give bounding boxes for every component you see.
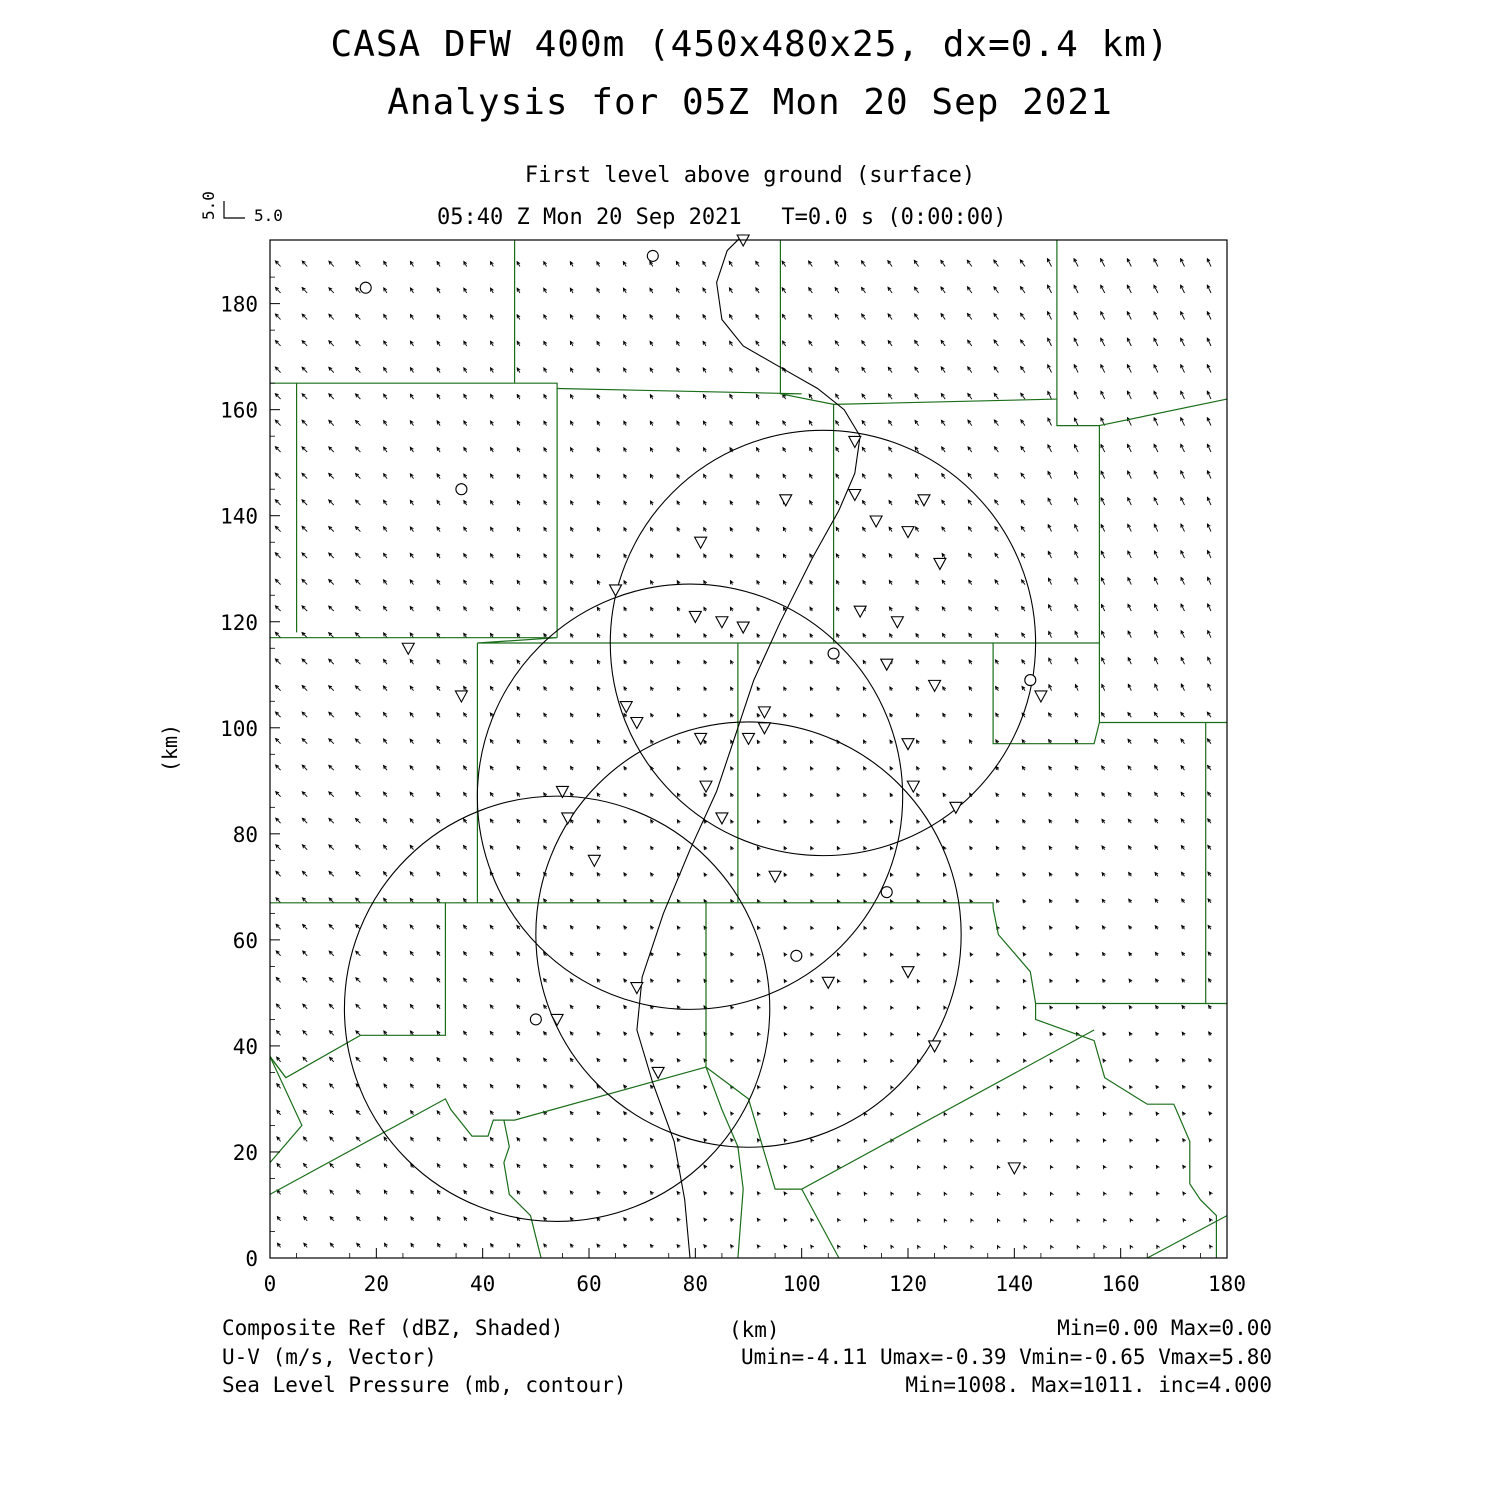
obs-triangle-24 — [743, 733, 755, 744]
x-tick-label-20: 20 — [363, 1272, 389, 1296]
obs-triangle-23 — [695, 733, 707, 744]
reference-vector — [199, 191, 283, 225]
footer-vector-range: Umin=-4.11 Umax=-0.39 Vmin=-0.65 Vmax=5.80 — [740, 1345, 1272, 1369]
level-label: First level above ground (surface) — [524, 163, 976, 188]
county-boundary-25 — [1147, 1216, 1227, 1258]
pressure-contour-line — [637, 235, 860, 1258]
y-tick-label-0: 0 — [245, 1247, 258, 1271]
obs-triangle-39 — [929, 1041, 941, 1052]
county-boundary-23 — [706, 1067, 743, 1258]
obs-triangle-18 — [929, 680, 941, 691]
chart-title: CASA DFW 400m (450x480x25, dx=0.4 km) — [330, 24, 1170, 65]
obs-triangle-40 — [652, 1067, 664, 1078]
footer-x-unit: (km) — [729, 1318, 780, 1342]
obs-triangle-17 — [455, 691, 467, 702]
pressure-contours — [637, 235, 860, 1258]
obs-triangle-16 — [881, 659, 893, 670]
obs-circle-4 — [1025, 675, 1036, 686]
footer-vector-label: U-V (m/s, Vector) — [222, 1345, 437, 1369]
x-tick-label-60: 60 — [576, 1272, 602, 1296]
footer-pressure-label: Sea Level Pressure (mb, contour) — [222, 1373, 627, 1397]
obs-triangle-4 — [918, 495, 930, 506]
reference-vector-v-label: 5.0 — [199, 191, 218, 220]
county-boundary-3 — [557, 389, 802, 394]
obs-triangle-36 — [822, 977, 834, 988]
x-tick-label-0: 0 — [263, 1272, 277, 1296]
county-boundary-18 — [270, 903, 706, 1195]
time-label: 05:40 Z Mon 20 Sep 2021 T=0.0 s (0:00:00) — [437, 205, 1007, 230]
obs-triangle-21 — [631, 717, 643, 728]
obs-triangle-7 — [902, 527, 914, 538]
obs-triangle-9 — [610, 585, 622, 596]
x-tick-label-180: 180 — [1208, 1272, 1246, 1296]
county-boundary-17 — [1036, 1004, 1217, 1259]
obs-triangle-38 — [551, 1014, 563, 1025]
obs-triangle-22 — [758, 707, 770, 718]
obs-triangle-13 — [854, 606, 866, 617]
obs-triangle-6 — [695, 537, 707, 548]
footer-pressure-range: Min=1008. Max=1011. inc=4.000 — [905, 1373, 1272, 1397]
x-tick-label-100: 100 — [782, 1272, 821, 1296]
obs-triangle-5 — [870, 516, 882, 527]
y-tick-label-100: 100 — [220, 716, 258, 741]
y-tick-label-180: 180 — [220, 292, 258, 317]
y-tick-label-80: 80 — [232, 822, 258, 847]
county-boundary-15 — [270, 903, 445, 1078]
county-boundary-13 — [1206, 723, 1227, 1004]
reference-vector-arrow — [224, 201, 245, 218]
x-tick-label-40: 40 — [470, 1272, 496, 1296]
county-boundary-14 — [270, 903, 993, 908]
y-tick-label-40: 40 — [232, 1034, 258, 1059]
x-tick-label-80: 80 — [682, 1272, 708, 1296]
obs-triangle-34 — [769, 871, 781, 882]
obs-triangle-14 — [891, 617, 903, 628]
obs-triangle-8 — [934, 558, 946, 569]
obs-triangle-3 — [849, 490, 861, 501]
obs-triangle-30 — [907, 781, 919, 792]
county-boundary-20 — [504, 1120, 541, 1258]
obs-circle-2 — [456, 484, 467, 495]
obs-triangle-10 — [689, 611, 701, 622]
x-tick-label-160: 160 — [1101, 1272, 1140, 1296]
y-tick-label-140: 140 — [220, 504, 258, 529]
obs-circle-1 — [647, 250, 658, 261]
footer-reflectivity-label: Composite Ref (dBZ, Shaded) — [222, 1316, 564, 1340]
obs-triangle-11 — [716, 617, 728, 628]
county-boundary-8 — [1099, 399, 1227, 426]
x-tick-label-120: 120 — [889, 1272, 927, 1296]
obs-triangle-29 — [700, 781, 712, 792]
obs-circle-7 — [881, 887, 892, 898]
obs-triangle-37 — [902, 967, 914, 978]
y-tick-label-60: 60 — [232, 928, 258, 953]
obs-triangle-31 — [716, 813, 728, 824]
reference-vector-u-label: 5.0 — [254, 206, 283, 225]
obs-triangle-33 — [588, 855, 600, 866]
footer-reflectivity-range: Min=0.00 Max=0.00 — [1057, 1316, 1272, 1340]
county-boundary-19 — [706, 1030, 1094, 1189]
obs-triangle-20 — [620, 702, 632, 713]
obs-triangle-41 — [1008, 1163, 1020, 1174]
axis-ticks — [220, 277, 1246, 1296]
county-boundary-24 — [802, 1189, 839, 1258]
y-tick-label-120: 120 — [220, 610, 258, 635]
obs-triangle-26 — [758, 723, 770, 734]
wind-vectors — [275, 259, 1212, 1249]
y-tick-label-20: 20 — [232, 1140, 258, 1165]
radar-range-circles — [344, 430, 1035, 1221]
y-axis-label: (km) — [158, 723, 182, 773]
obs-triangle-12 — [737, 622, 749, 633]
obs-triangle-25 — [902, 739, 914, 750]
y-tick-label-160: 160 — [220, 398, 258, 423]
obs-triangle-15 — [402, 643, 414, 654]
chart-subtitle: Analysis for 05Z Mon 20 Sep 2021 — [387, 82, 1113, 123]
county-boundary-12 — [993, 643, 1099, 744]
wind-vector-arrows — [275, 259, 1212, 1249]
county-boundary-7 — [1057, 399, 1227, 722]
county-boundaries — [270, 240, 1227, 1258]
x-tick-label-140: 140 — [995, 1272, 1034, 1296]
obs-circle-3 — [828, 648, 839, 659]
obs-circle-6 — [530, 1014, 541, 1025]
county-boundary-6 — [780, 240, 1057, 404]
obs-circle-5 — [791, 950, 802, 961]
obs-triangle-19 — [1035, 691, 1047, 702]
radar-range-circle-2 — [536, 722, 961, 1147]
county-boundary-9 — [270, 638, 1099, 643]
obs-circle-0 — [360, 282, 371, 293]
obs-triangle-2 — [780, 495, 792, 506]
